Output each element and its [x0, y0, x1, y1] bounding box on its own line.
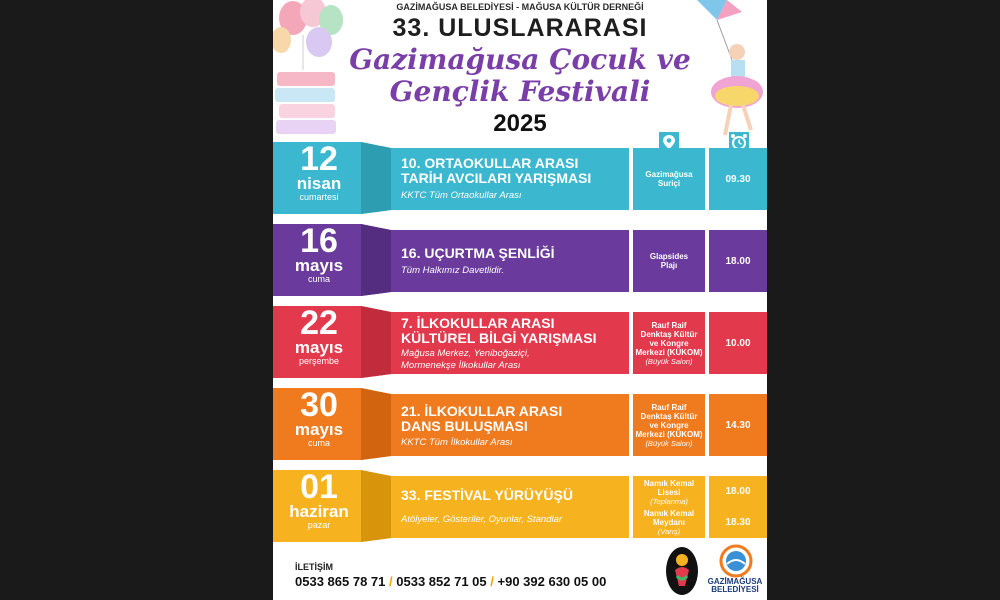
- location-line: Namık Kemal: [643, 508, 695, 518]
- event-location: [633, 476, 705, 538]
- event-title-line: KÜLTÜREL BİLGİ YARIŞMASI: [401, 330, 597, 346]
- location-line: Rauf Raif: [651, 320, 687, 330]
- location-line: Lisesi: [657, 487, 681, 497]
- festival-poster: [273, 0, 767, 600]
- event-info: [391, 230, 629, 292]
- gazimagusa-belediyesi-logo: [719, 544, 753, 578]
- event-day: 01: [300, 468, 338, 506]
- event-month: nisan: [296, 174, 342, 193]
- event-location: [633, 394, 705, 456]
- event-subtitle: Atölyeler, Gösteriler, Oyunlar, Standlar: [401, 514, 563, 525]
- location-line: Merkezi (KÜKOM): [635, 347, 703, 357]
- event-subtitle: [401, 348, 530, 372]
- phone-number: 0533 865 78 71: [295, 574, 386, 589]
- event-row: [273, 304, 767, 374]
- event-time: 18.00: [709, 230, 767, 292]
- event-title: [401, 316, 629, 346]
- event-location: [633, 148, 705, 210]
- event-title: [401, 404, 629, 434]
- event-weekday: perşembe: [298, 356, 340, 366]
- event-weekday: pazar: [307, 520, 331, 530]
- event-date: [279, 142, 359, 210]
- event-date: [279, 224, 359, 292]
- event-title: [401, 156, 629, 186]
- event-day: 30: [300, 386, 338, 424]
- event-subtitle: KKTC Tüm Ortaokullar Arası: [401, 190, 522, 201]
- event-title: [401, 488, 629, 503]
- festival-year: 2025: [493, 110, 547, 137]
- event-time: 10.00: [709, 312, 767, 374]
- location-line: ve Kongre: [649, 338, 689, 348]
- event-row: [273, 468, 767, 538]
- organizers-text: GAZİMAĞUSA BELEDİYESİ - MAĞUSA KÜLTÜR DERNEĞİ: [396, 2, 644, 12]
- location-line: ve Kongre: [649, 420, 689, 430]
- location-line: Rauf Raif: [651, 402, 687, 412]
- event-title: [401, 246, 629, 261]
- event-date: [279, 306, 359, 374]
- phone-number: +90 392 630 05 00: [497, 574, 607, 589]
- location-line: Denktaş Kültür: [640, 329, 698, 339]
- event-time: [709, 476, 767, 538]
- event-info: [391, 476, 629, 538]
- event-title-line: 21. İLKOKULLAR ARASI: [401, 403, 563, 419]
- event-time-arrival: 18.30: [725, 517, 751, 528]
- event-weekday: cumartesi: [299, 192, 339, 202]
- municipality-name: [703, 578, 767, 594]
- location-line: Merkezi (KÜKOM): [635, 429, 703, 439]
- event-info: [391, 148, 629, 210]
- event-title-line: TARİH AVCILARI YARIŞMASI: [401, 170, 592, 186]
- location-note: (Toplanma): [650, 496, 688, 506]
- festival-title-line1: Gazimağusa Çocuk ve: [349, 43, 691, 76]
- contact-label: İLETİŞİM: [295, 562, 333, 572]
- event-subtitle-line: Mormenekşe İlkokullar Arası: [401, 360, 521, 371]
- event-subtitle: Tüm Halkımız Davetlidir.: [401, 265, 505, 276]
- municipality-name-line: GAZİMAĞUSA: [707, 577, 763, 586]
- location-line: Namık Kemal: [643, 478, 695, 488]
- event-day: 16: [300, 222, 338, 260]
- event-title-line: DANS BULUŞMASI: [401, 418, 528, 434]
- event-subtitle-line: Mağusa Merkez, Yeniboğaziçi,: [401, 348, 530, 359]
- festival-title-line2: Gençlik Festivali: [389, 75, 651, 108]
- event-row: [273, 140, 767, 210]
- event-weekday: cuma: [307, 438, 330, 448]
- phone-separator: /: [490, 574, 494, 589]
- event-time-start: 18.00: [725, 486, 751, 497]
- location-line: Glapsides: [649, 252, 689, 261]
- event-time: 09.30: [709, 148, 767, 210]
- event-month: mayıs: [294, 256, 344, 275]
- event-info: [391, 394, 629, 456]
- event-weekday: cuma: [307, 274, 330, 284]
- location-line: Denktaş Kültür: [640, 411, 698, 421]
- event-title-line: 16. UÇURTMA ŞENLİĞİ: [401, 245, 555, 261]
- kultur-dernegi-logo: [665, 546, 699, 596]
- event-time: 14.30: [709, 394, 767, 456]
- event-row: [273, 222, 767, 292]
- location-line: Meydanı: [652, 517, 685, 527]
- event-day: 22: [300, 304, 338, 342]
- event-day: 12: [300, 140, 338, 178]
- event-date: [279, 388, 359, 456]
- event-month: mayıs: [294, 420, 344, 439]
- event-title-line: 33. FESTİVAL YÜRÜYÜŞÜ: [401, 487, 573, 503]
- phone-number: 0533 852 71 05: [396, 574, 487, 589]
- location-note: (Büyük Salon): [645, 438, 693, 448]
- location-line: Suriçi: [657, 179, 681, 188]
- event-location: [633, 230, 705, 292]
- event-date: [279, 470, 359, 538]
- event-month: haziran: [289, 502, 349, 521]
- contact-phones: [295, 574, 606, 589]
- event-location: [633, 312, 705, 374]
- event-title-line: 10. ORTAOKULLAR ARASI: [401, 155, 579, 171]
- municipality-name-line: BELEDİYESİ: [711, 585, 759, 594]
- phone-separator: /: [389, 574, 393, 589]
- edition-title: 33. ULUSLARARASI: [392, 14, 648, 42]
- event-title-line: 7. İLKOKULLAR ARASI: [401, 315, 555, 331]
- festival-title: [273, 44, 767, 108]
- location-note: (Varış): [657, 526, 681, 536]
- event-info: [391, 312, 629, 374]
- location-line: Plajı: [660, 261, 678, 270]
- event-subtitle: KKTC Tüm İlkokullar Arası: [401, 437, 513, 448]
- event-month: mayıs: [294, 338, 344, 357]
- location-note: (Büyük Salon): [645, 356, 693, 366]
- location-line: Gazimağusa: [645, 170, 693, 179]
- event-row: [273, 386, 767, 456]
